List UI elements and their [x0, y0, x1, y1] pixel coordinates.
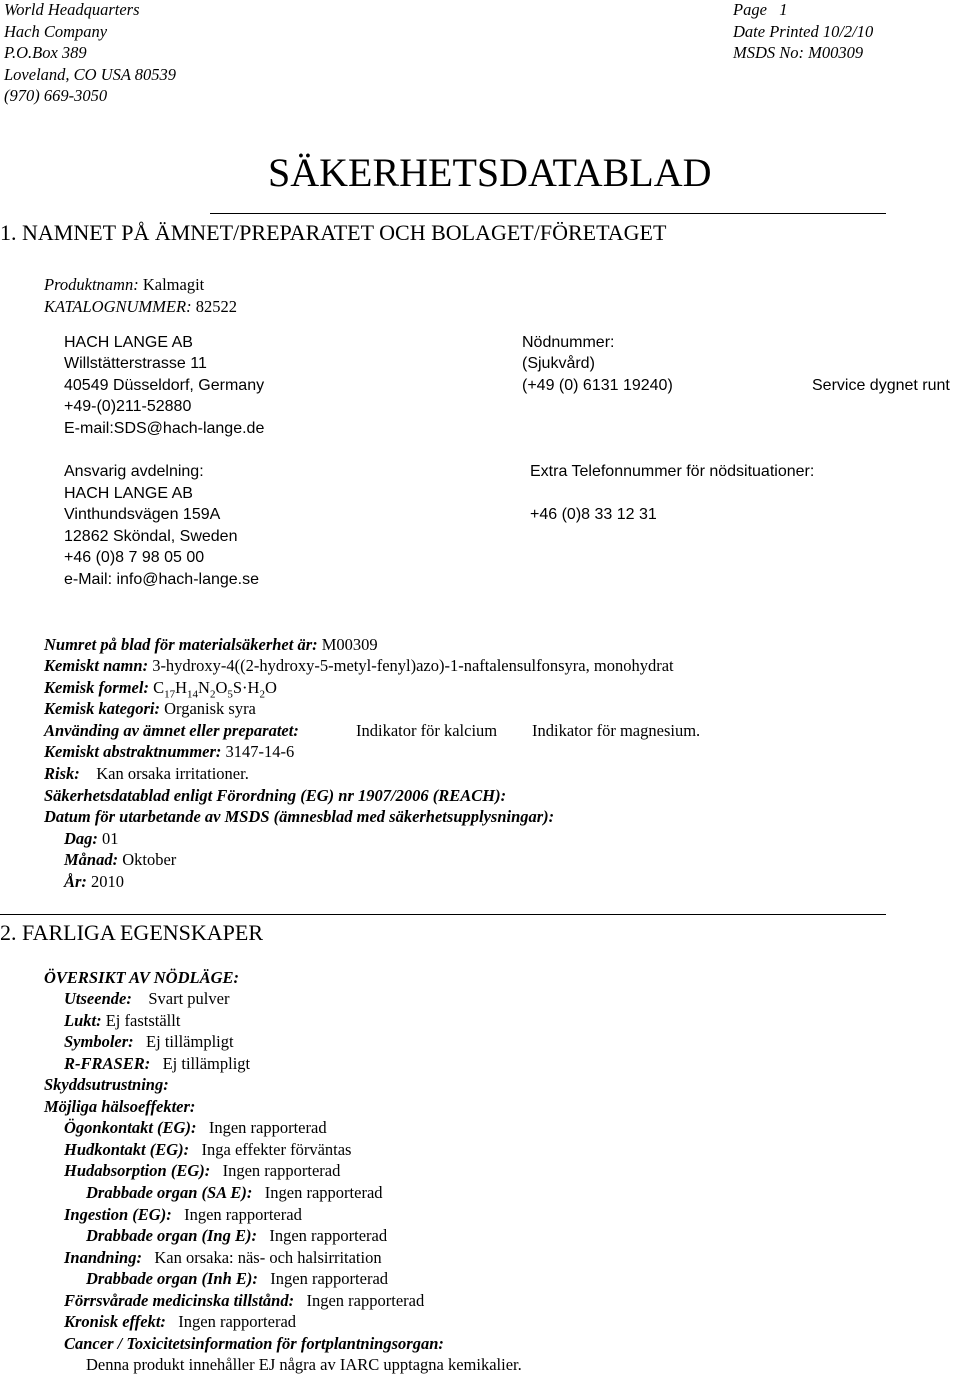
usage: Använding av ämnet eller preparatet: [44, 721, 299, 740]
emergency-overview: ÖVERSIKT AV NÖDLÄGE: [44, 968, 239, 987]
cancer-info-value: Denna produkt innehåller EJ några av IARC upptagna kemikalier. [86, 1355, 522, 1374]
product-name: Produktnamn: Kalmagit [44, 275, 205, 294]
skin-absorption: Hudabsorption (EG): Ingen rapporterad [64, 1161, 341, 1180]
cas-number: Kemiskt abstraktnummer: 3147-14-6 [44, 742, 295, 761]
section-2-heading: 2. FARLIGA EGENSKAPER [0, 920, 264, 945]
hq-line-1: World Headquarters [4, 0, 140, 19]
chronic-effect: Kronisk effekt: Ingen rapporterad [64, 1312, 297, 1331]
health-effects: Möjliga hälsoeffekter: [44, 1097, 196, 1116]
company-line-3: 40549 Düsseldorf, Germany [64, 377, 265, 394]
hq-line-3: P.O.Box 389 [4, 43, 87, 62]
preparation-date-heading: Datum för utarbetande av MSDS (ämnesblad med säkerhetsupplysningar): [44, 807, 555, 826]
dept-line-4: 12862 Sköndal, Sweden [64, 528, 238, 545]
odor: Lukt: Ej fastställt [64, 1011, 181, 1030]
aggravated-conditions: Förrsvårade medicinska tillstånd: Ingen rapporterad [64, 1291, 425, 1310]
dept-line-5: +46 (0)8 7 98 05 00 [64, 549, 205, 566]
dept-line-1: Ansvarig avdelning: [64, 463, 204, 480]
target-organs-sa: Drabbade organ (SA E): Ingen rapporterad [86, 1183, 383, 1202]
target-organs-ing: Drabbade organ (Ing E): Ingen rapporterad [86, 1226, 388, 1245]
target-organs-inh: Drabbade organ (Inh E): Ingen rapporterad [86, 1269, 389, 1288]
service-text: Service dygnet runt [812, 377, 950, 394]
divider-2 [0, 914, 886, 915]
extra-phone-label: Extra Telefonnummer för nödsituationer: [530, 463, 815, 480]
usage-value-1: Indikator för kalcium [356, 721, 498, 740]
protection-equipment: Skyddsutrustning: [44, 1075, 169, 1094]
divider-1 [210, 213, 886, 214]
date-printed: Date Printed 10/2/10 [733, 22, 874, 41]
page-indicator: Page 1 [733, 0, 788, 19]
usage-value-2: Indikator för magnesium. [532, 721, 701, 740]
company-line-5: E-mail:SDS@hach-lange.de [64, 420, 265, 437]
catalog-number: KATALOGNUMMER: 82522 [44, 297, 237, 316]
dept-line-6: e-Mail: info@hach-lange.se [64, 571, 260, 588]
company-line-1: HACH LANGE AB [64, 334, 193, 351]
hq-line-2: Hach Company [4, 22, 108, 41]
document-title: SÄKERHETSDATABLAD [268, 150, 712, 195]
section-1-heading: 1. NAMNET PÅ ÄMNET/PREPARATET OCH BOLAGET/FÖRETAGET [0, 220, 667, 245]
hq-line-4: Loveland, CO USA 80539 [4, 65, 177, 84]
chemical-formula: Kemisk formel: $C_{17}H_{14}N_2O_5S\cdot H_2O$ [44, 678, 277, 701]
preparation-month: Månad: Oktober [64, 850, 177, 869]
eye-contact: Ögonkontakt (EG): Ingen rapporterad [64, 1118, 327, 1137]
company-line-4: +49-(0)211-52880 [64, 398, 192, 415]
dept-line-2: HACH LANGE AB [64, 485, 193, 502]
skin-contact: Hudkontakt (EG): Inga effekter förväntas [64, 1140, 352, 1159]
preparation-year: År: 2010 [64, 872, 125, 891]
cancer-info-label: Cancer / Toxicitetsinformation för fortplantningsorgan: [64, 1334, 444, 1353]
emergency-line-2: (Sjukvård) [522, 355, 595, 372]
chemical-name: Kemiskt namn: 3-hydroxy-4((2-hydroxy-5-metyl-fenyl)azo)-1-naftalensulfonsyra, monohydrat [44, 656, 674, 675]
appearance: Utseende: Svart pulver [64, 989, 230, 1008]
company-line-2: Willstätterstrasse 11 [64, 355, 207, 372]
r-phrases: R-FRASER: Ej tillämpligt [64, 1054, 251, 1073]
dept-line-3: Vinthundsvägen 159A [64, 506, 221, 523]
ingestion: Ingestion (EG): Ingen rapporterad [64, 1205, 302, 1224]
preparation-day: Dag: 01 [64, 829, 119, 848]
chemical-category: Kemisk kategori: Organisk syra [44, 699, 256, 718]
msds-sheet-number: Numret på blad för materialsäkerhet är: M00309 [44, 635, 378, 654]
inhalation: Inandning: Kan orsaka: näs- och halsirritation [64, 1248, 382, 1267]
reach-statement: Säkerhetsdatablad enligt Förordning (EG) nr 1907/2006 (REACH): [44, 786, 507, 805]
emergency-line-3: (+49 (0) 6131 19240) [522, 377, 673, 394]
symbols: Symboler: Ej tillämpligt [64, 1032, 234, 1051]
risk: Risk: Kan orsaka irritationer. [44, 764, 249, 783]
extra-phone-number: +46 (0)8 33 12 31 [530, 506, 657, 523]
msds-number: MSDS No: M00309 [733, 43, 864, 62]
emergency-line-1: Nödnummer: [522, 334, 615, 351]
hq-line-5: (970) 669-3050 [4, 86, 108, 105]
